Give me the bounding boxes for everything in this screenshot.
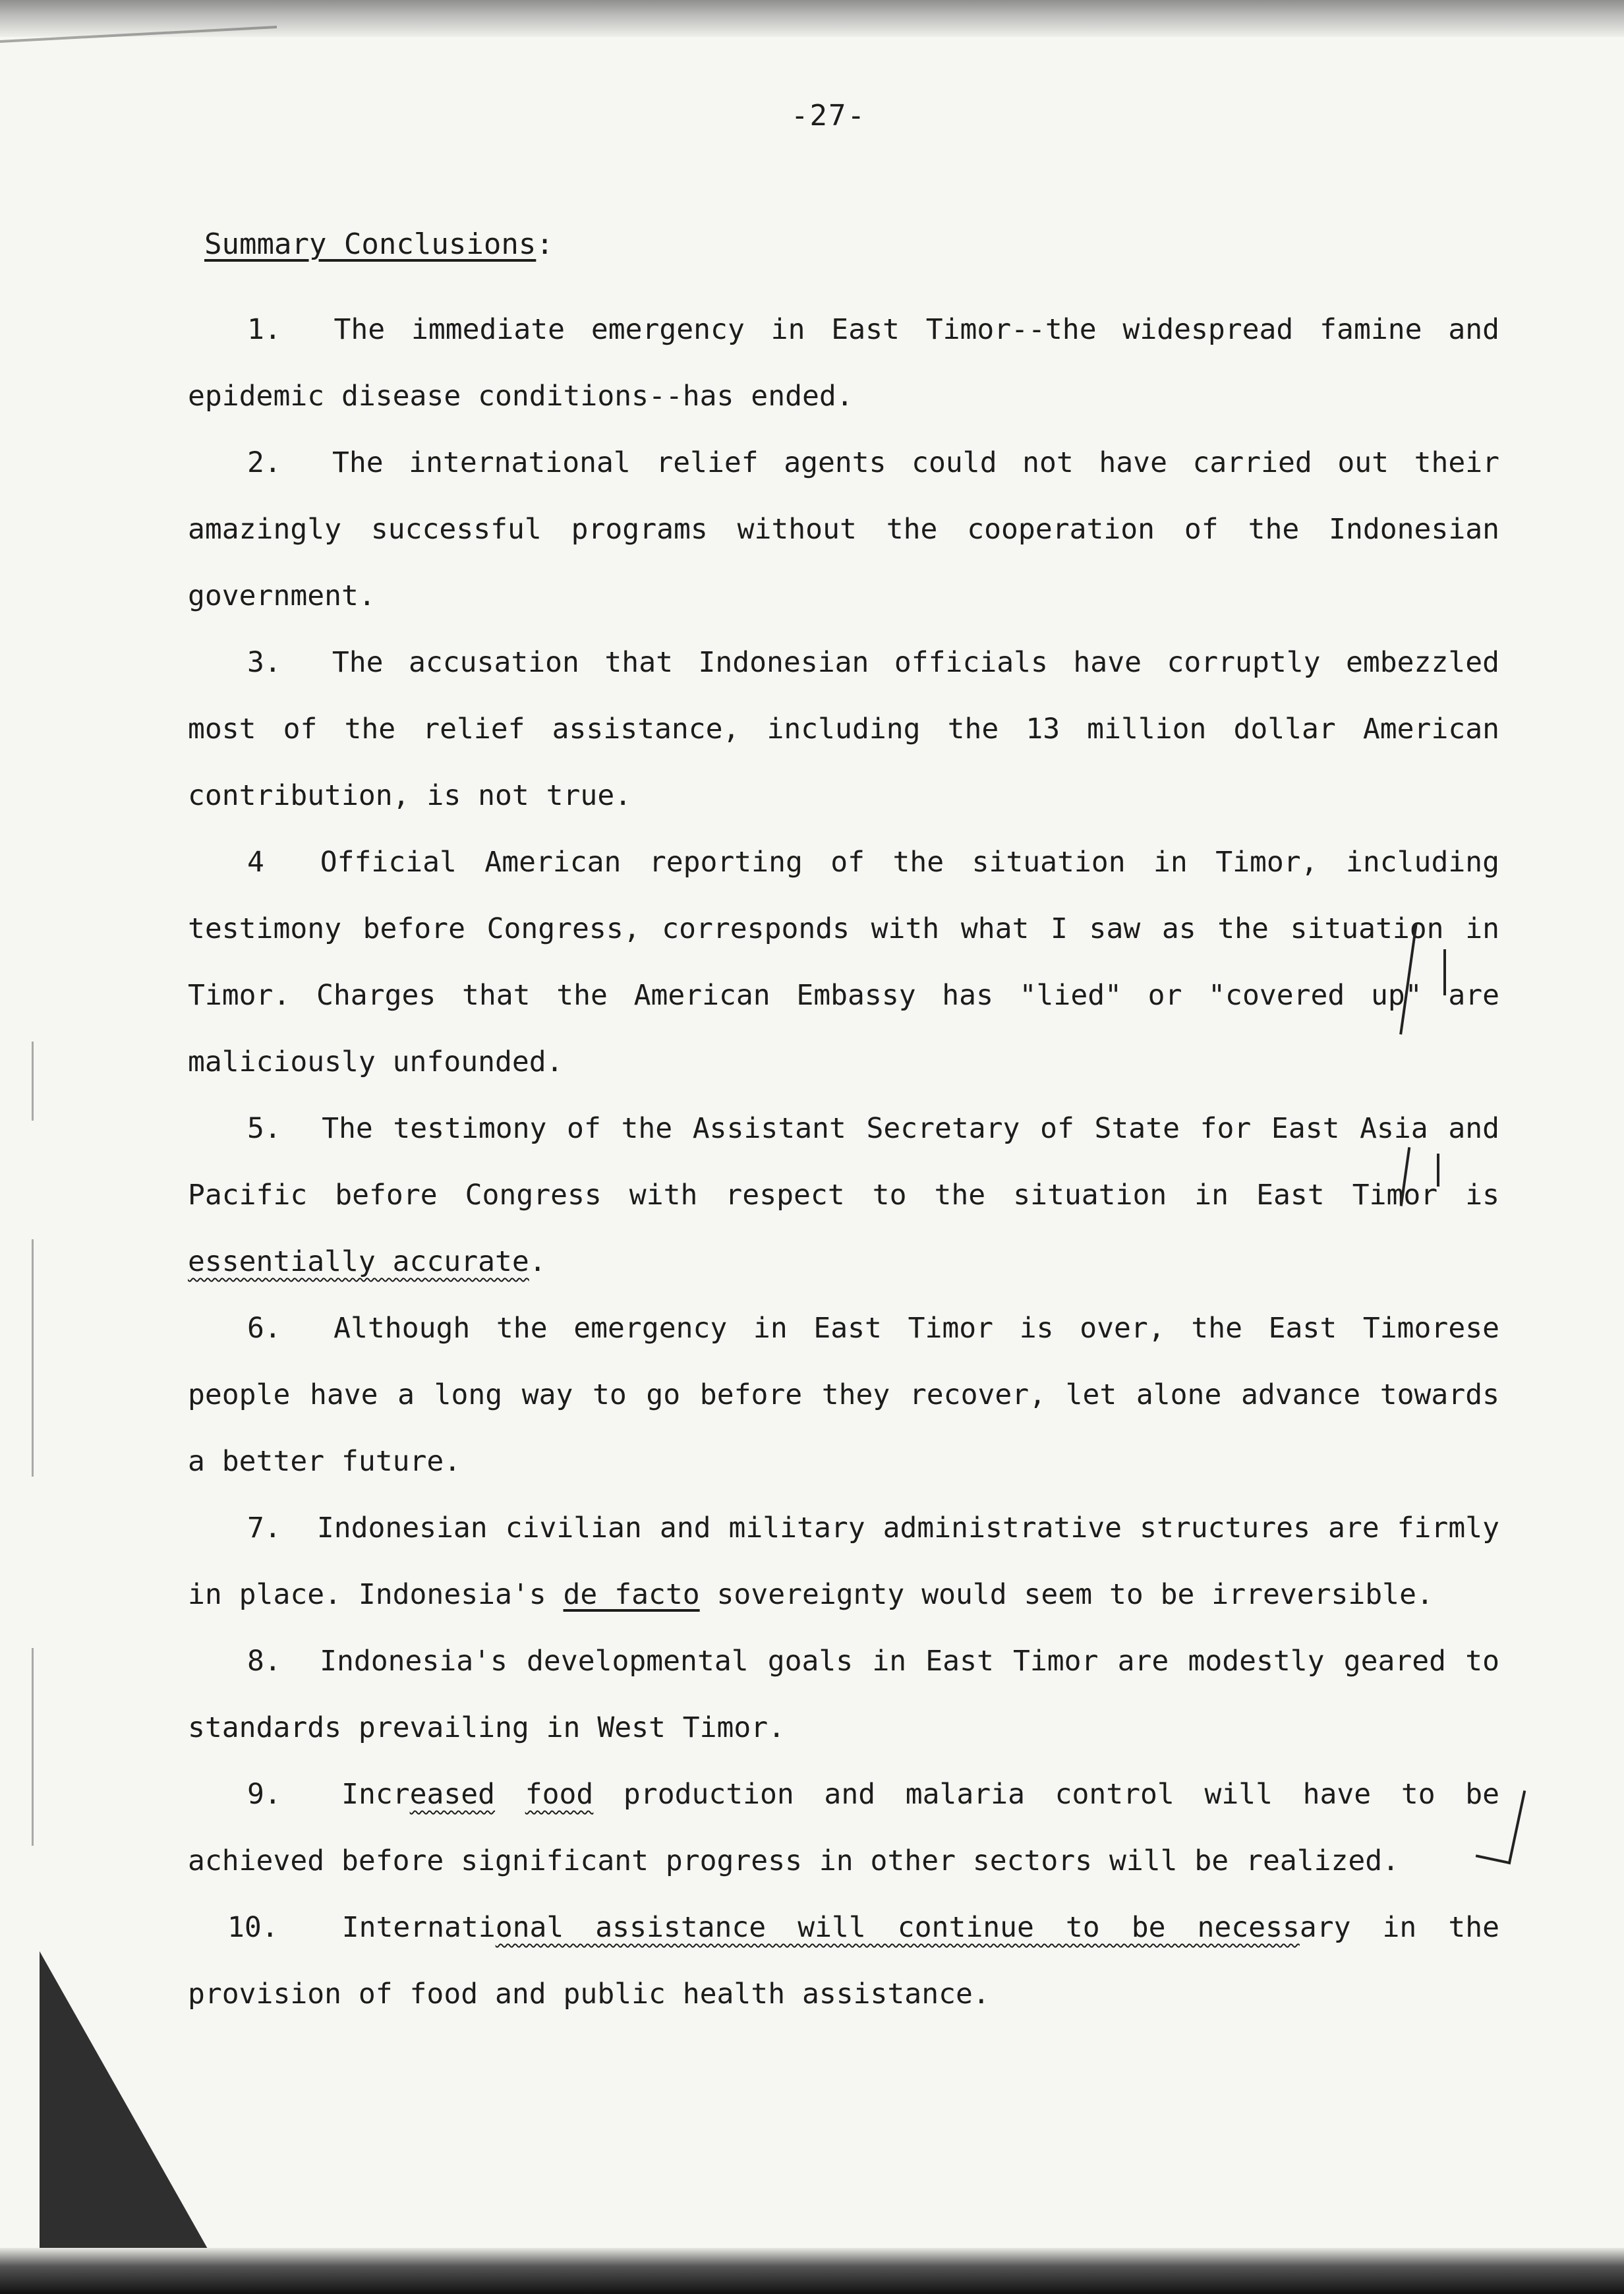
conclusion-item [188,430,1499,630]
item-number: 2. [247,446,281,479]
conclusion-item [188,1761,1499,1895]
margin-tick-mark [1437,1154,1439,1187]
item-text: The international relief agents could not have carried out their amazingly successful programs without the cooperation of the Indonesian government. [188,446,1500,612]
underlined-text: food [525,1778,594,1811]
margin-mark [32,1648,34,1846]
page-number: -27- [791,99,866,132]
item-number: 7. [247,1512,281,1544]
heading-text: Summary Conclusions [204,227,536,261]
item-number: 6. [247,1312,281,1345]
margin-tick-mark [1443,949,1446,995]
item-number: 5. [247,1112,281,1145]
conclusion-item [188,1096,1499,1295]
item-text-end: . [529,1245,546,1278]
item-number: 4 [247,846,264,879]
margin-mark [32,1239,34,1477]
item-text: Although the emergency in East Timor is over, the East Timorese people have a long way to go before they recover, let alone advance towards a better future. [188,1312,1499,1478]
margin-mark [32,1042,34,1121]
item-text-end: production and malaria control will have to be achieved before significant progress in other sectors will be realized. [188,1778,1500,1877]
scan-corner-shadow [40,1951,211,2254]
item-text-mid [495,1778,525,1811]
item-number: 8. [247,1645,281,1678]
heading-colon: : [536,227,554,261]
item-text: The testimony of the Assistant Secretary of State for East Asia and Pacific before Congress with respect to the situation in East Timor is [188,1112,1499,1212]
item-text-end: ary in the provision of food and public health assistance. [188,1911,1499,2011]
conclusion-item [188,1495,1499,1628]
item-text: Indonesian civilian and military administrative structures are firmly in place. Indonesia's [188,1512,1499,1611]
underlined-text: eased [409,1778,496,1811]
conclusion-item [188,1628,1499,1761]
item-number: 1. [247,313,281,346]
item-number: 3. [247,646,281,679]
item-text: The accusation that Indonesian officials have corruptly embezzled most of the relief assistance, including the 13 million dollar American contribution, is not true. [188,646,1499,812]
item-text: Internati [341,1911,496,1944]
conclusion-item [188,829,1499,1096]
item-text: Official American reporting of the situation in Timor, including testimony before Congress, corresponds with what I saw as the situation in Timor. Charges that the American Embassy has "lied" or "covered up" are maliciously unfounded. [188,846,1499,1078]
conclusion-item [188,1895,1499,2028]
conclusions-list [188,297,1499,2028]
conclusion-item [188,297,1499,430]
item-number: 9. [247,1778,281,1811]
item-text: Incr [341,1778,410,1811]
page-title [204,227,554,261]
underlined-text: essentially accurate [188,1245,529,1278]
underlined-text: de facto [563,1578,700,1611]
item-text: Indonesia's developmental goals in East Timor are modestly geared to standards prevailing in West Timor. [188,1645,1499,1744]
underlined-text: onal assistance will continue to be necess [495,1911,1300,1944]
scan-bottom-edge [0,2248,1624,2294]
conclusion-item [188,630,1499,829]
item-text: The immediate emergency in East Timor--the widespread famine and epidemic disease conditions--has ended. [188,313,1500,413]
item-text-end: sovereignty would seem to be irreversible. [699,1578,1434,1611]
item-number: 10. [227,1911,279,1944]
conclusion-item [188,1295,1499,1495]
